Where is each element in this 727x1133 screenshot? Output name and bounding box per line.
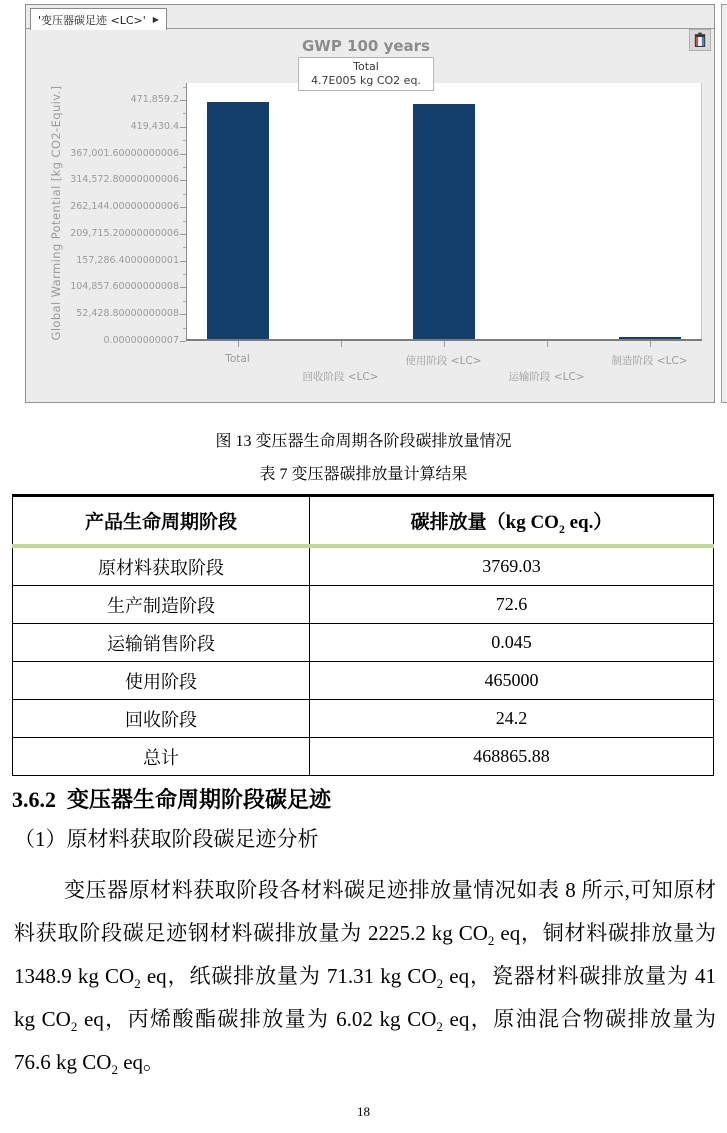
chart-bar [207, 102, 269, 341]
stage-name-cell: 使用阶段 [13, 662, 310, 700]
x-category-label: 使用阶段 <LC> [405, 355, 482, 367]
results-table-body [13, 546, 714, 776]
chart-bar [413, 104, 475, 341]
y-axis-line [186, 83, 187, 341]
section-heading: 3.6.2 变压器生命周期阶段碳足迹 [12, 787, 332, 812]
table-row [13, 662, 714, 700]
stage-name-cell: 回收阶段 [13, 700, 310, 738]
page-number: 18 [357, 1104, 370, 1119]
y-tick-label: 0.00000000007 [103, 335, 179, 346]
table-row [13, 624, 714, 662]
legend-series-name: Total [353, 60, 379, 73]
header-stage: 产品生命周期阶段 [13, 496, 310, 547]
x-axis-line [186, 339, 702, 341]
table-row [13, 700, 714, 738]
table-header-row [13, 496, 714, 547]
x-tick-mark [238, 341, 239, 347]
header-emission: 碳排放量（kg $CO_2$ eq.） [310, 496, 714, 547]
table-row [13, 738, 714, 776]
chevron-right-icon: ▶ [152, 15, 159, 24]
chart-tab-label: '变压器碳足迹 <LC>' [38, 13, 146, 27]
emission-value-cell: 3769.03 [310, 546, 714, 586]
x-category-label: 运输阶段 <LC> [508, 371, 585, 383]
table-caption: 表 7 变压器碳排放量计算结果 [259, 466, 468, 483]
window-edge [721, 4, 727, 403]
figure-caption: 图 13 变压器生命周期各阶段碳排放量情况 [215, 433, 512, 450]
stage-name-cell: 运输销售阶段 [13, 624, 310, 662]
body-paragraph: 变压器原材料获取阶段各材料碳足迹排放量情况如表 8 所示,可知原材料获取阶段碳足迹钢材料碳排放量为 2225.2 kg $CO_2$ eq，铜材料碳排放量为 1348.9 kg $CO_2$ eq，纸碳排放量为 71.31 kg $CO_2$ eq，瓷器材料碳排放量为 41 kg $CO_2$ eq，丙烯酸酯碳排放量为 6.02 kg $CO_2$ eq，原油混合物碳排放量为 76.6 kg $CO_2$ eq。 [14, 878, 717, 1078]
y-tick-label: 471,859.2 [130, 94, 179, 105]
emission-value-cell: 465000 [310, 662, 714, 700]
x-tick-mark [444, 341, 445, 347]
chart-tab[interactable] [30, 8, 167, 30]
emission-value-cell: 72.6 [310, 586, 714, 624]
y-tick-label: 314,572.80000000006 [70, 174, 179, 186]
legend-total-value: 4.7E005 kg CO2 eq. [311, 74, 421, 87]
table-row [13, 546, 714, 586]
stage-name-cell: 总计 [13, 738, 310, 776]
x-category-label: Total [225, 353, 250, 365]
y-tick-label: 419,430.4 [130, 120, 179, 132]
y-axis-title: Global Warming Potential [kg CO2-Equiv.] [49, 85, 63, 341]
results-table [12, 494, 714, 776]
emission-value-cell: 24.2 [310, 700, 714, 738]
emission-value-cell: 468865.88 [310, 738, 714, 776]
x-tick-mark [547, 341, 548, 347]
emission-value-cell: 0.045 [310, 624, 714, 662]
y-tick-label: 52,428.80000000008 [76, 308, 179, 320]
plot-right-border [701, 83, 702, 341]
table-row [13, 586, 714, 624]
x-tick-mark [341, 341, 342, 347]
y-tick-label: 367,001.60000000006 [70, 147, 179, 159]
y-tick-label: 157,286.4000000001 [76, 254, 179, 266]
stage-name-cell: 原材料获取阶段 [13, 546, 310, 586]
chart-title: GWP 100 years [301, 37, 430, 55]
chart-legend [298, 57, 434, 91]
y-tick-mark [180, 341, 186, 342]
y-tick-label: 262,144.00000000006 [70, 201, 179, 213]
y-tick-label: 209,715.20000000006 [70, 227, 179, 239]
chart-panel [25, 4, 715, 403]
x-category-label: 回收阶段 <LC> [302, 371, 379, 383]
x-category-label: 制造阶段 <LC> [611, 355, 688, 367]
y-tick-label: 104,857.60000000008 [70, 281, 179, 293]
stage-name-cell: 生产制造阶段 [13, 586, 310, 624]
subsection-heading: （1）原材料获取阶段碳足迹分析 [14, 827, 319, 851]
x-tick-mark [650, 341, 651, 347]
